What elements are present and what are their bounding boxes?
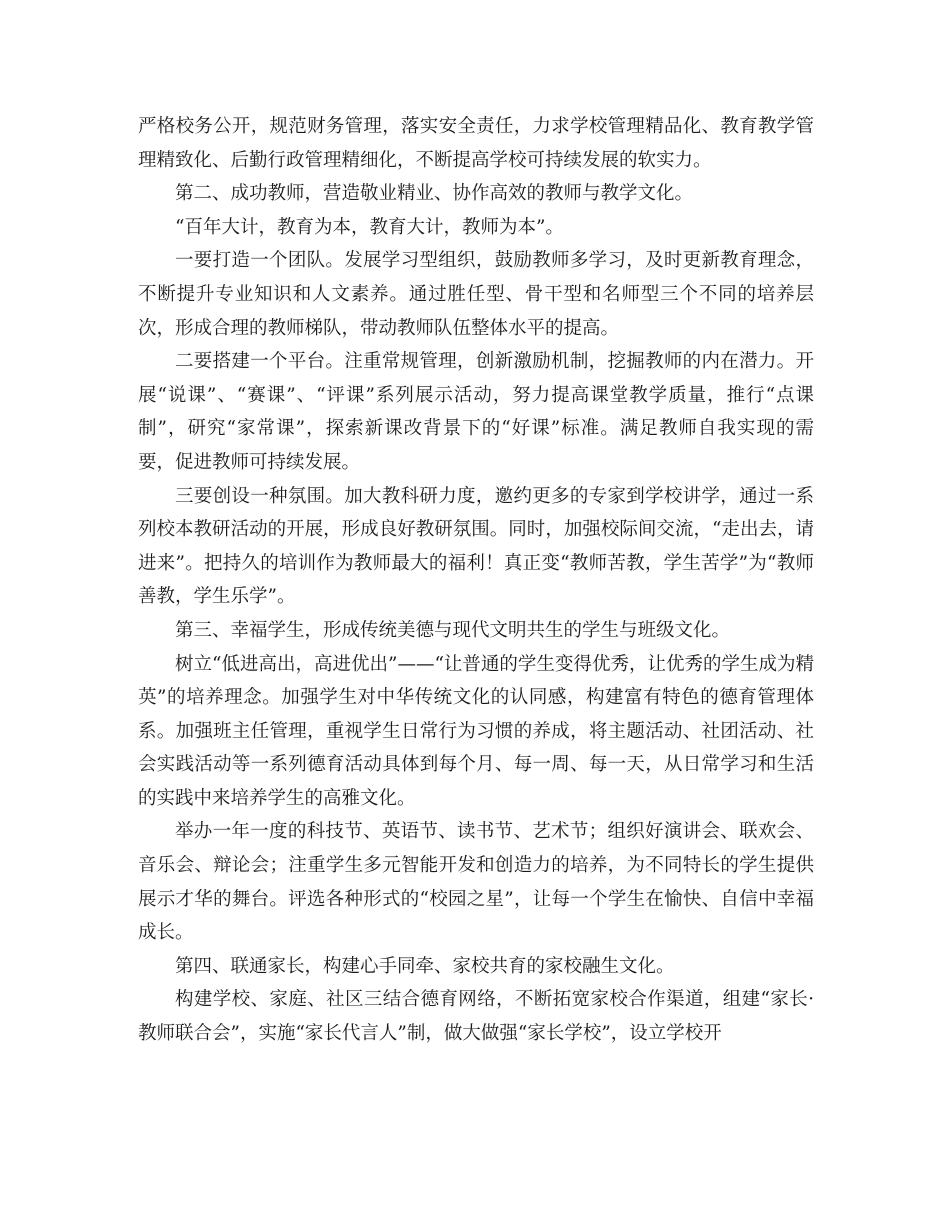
document-body	[138, 110, 814, 1051]
paragraph-3-quote: “百年大计，教育为本，教育大计，教师为本”。	[175, 216, 564, 238]
paragraph-5: 二要搭建一个平台。注重常规管理，创新激励机制，挖掘教师的内在潜力。开展“说课”、“赛课”、“评课”系列展示活动，努力提高课堂教学质量，推行“点课制”，研究“家常课”，探索新课改背景下的“好课”标准。满足教师自我实现的需要，促进教师可持续发展。	[138, 351, 814, 473]
paragraph-11: 构建学校、家庭、社区三结合德育网络，不断拓宽家校合作渠道，组建“家长·教师联合会”，实施“家长代言人”制，做大做强“家长学校”，设立学校开	[138, 989, 814, 1045]
paragraph-4: 一要打造一个团队。发展学习型组织，鼓励教师多学习，及时更新教育理念，不断提升专业知识和人文素养。通过胜任型、骨干型和名师型三个不同的培养层次，形成合理的教师梯队，带动教师队伍整体水平的提高。	[138, 250, 814, 339]
paragraph-2-heading: 第二、成功教师，营造敬业精业、协作高效的教师与教学文化。	[175, 183, 694, 205]
paragraph-7-heading: 第三、幸福学生，形成传统美德与现代文明共生的学生与班级文化。	[175, 619, 731, 641]
paragraph-9: 举办一年一度的科技节、英语节、读书节、艺术节；组织好演讲会、联欢会、音乐会、辩论会；注重学生多元智能开发和创造力的培养，为不同特长的学生提供展示才华的舞台。评选各种形式的“校园之星”，让每一个学生在愉快、自信中幸福成长。	[138, 821, 814, 944]
paragraph-6: 三要创设一种氛围。加大教科研力度，邀约更多的专家到学校讲学，通过一系列校本教研活动的开展，形成良好教研氛围。同时，加强校际间交流，“走出去，请进来”。把持久的培训作为教师最大的福利！真正变“教师苦教，学生苦学”为“教师善教，学生乐学”。	[138, 485, 814, 608]
paragraph-8: 树立“低进高出，高进优出”——“让普通的学生变得优秀，让优秀的学生成为精英”的培养理念。加强学生对中华传统文化的认同感，构建富有特色的德育管理体系。加强班主任管理，重视学生日常行为习惯的养成，将主题活动、社团活动、社会实践活动等一系列德育活动具体到每个月、每一周、每一天，从日常学习和生活的实践中来培养学生的高雅文化。	[138, 653, 814, 809]
paragraph-1: 严格校务公开，规范财务管理，落实安全责任，力求学校管理精品化、教育教学管理精致化、后勤行政管理精细化，不断提高学校可持续发展的软实力。	[138, 116, 814, 171]
paragraph-10-heading: 第四、联通家长，构建心手同牵、家校共育的家校融生文化。	[175, 955, 675, 977]
